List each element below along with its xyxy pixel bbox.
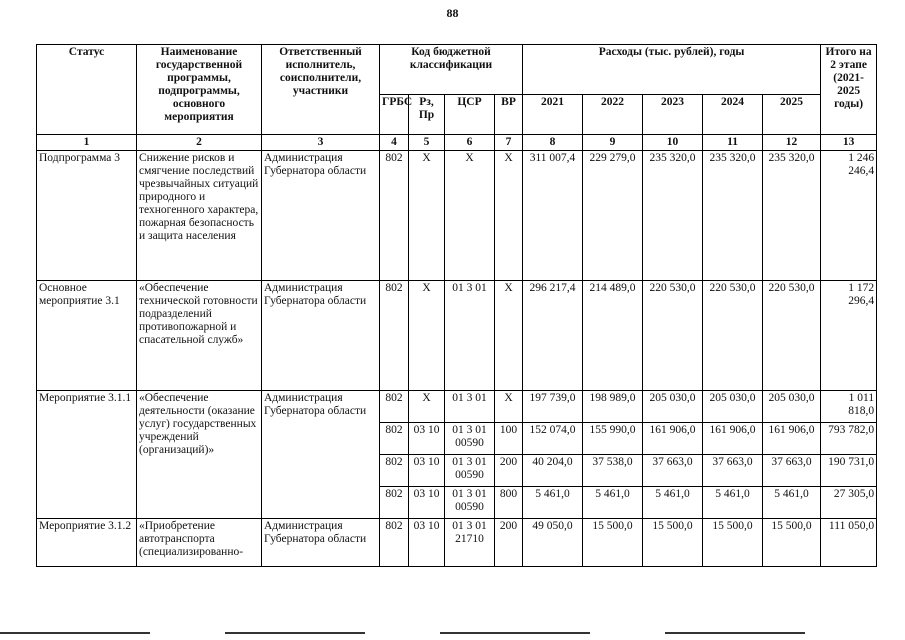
cell-total: 27 305,0 xyxy=(821,487,877,519)
cell-rzpr: 03 10 xyxy=(409,423,445,455)
cell-2023: 161 906,0 xyxy=(643,423,703,455)
cell-vr: 200 xyxy=(495,455,523,487)
cell-csr: Х xyxy=(445,151,495,281)
header-year-2025: 2025 xyxy=(763,95,821,135)
cell-2022: 229 279,0 xyxy=(583,151,643,281)
cell-2024: 235 320,0 xyxy=(703,151,763,281)
cell-2024: 37 663,0 xyxy=(703,455,763,487)
cell-grbs: 802 xyxy=(380,281,409,391)
cell-2025: 161 906,0 xyxy=(763,423,821,455)
cell-grbs: 802 xyxy=(380,151,409,281)
cell-rzpr: 03 10 xyxy=(409,455,445,487)
cell-2022: 155 990,0 xyxy=(583,423,643,455)
header-year-2023: 2023 xyxy=(643,95,703,135)
header-year-2022: 2022 xyxy=(583,95,643,135)
header-rzpr: Рз, Пр xyxy=(409,95,445,135)
cell-total: 1 246 246,4 xyxy=(821,151,877,281)
column-number: 7 xyxy=(495,135,523,151)
cell-2025: 235 320,0 xyxy=(763,151,821,281)
scan-bottom-edge xyxy=(0,632,905,634)
cell-2023: 5 461,0 xyxy=(643,487,703,519)
cell-rzpr: Х xyxy=(409,151,445,281)
header-grbs: ГРБС xyxy=(380,95,409,135)
cell-total: 190 731,0 xyxy=(821,455,877,487)
cell-2024: 5 461,0 xyxy=(703,487,763,519)
table-row xyxy=(37,519,877,567)
row-name: «Обеспечение технической готовности подразделений противопожарной и спасательной служб» xyxy=(137,281,262,391)
cell-2021: 49 050,0 xyxy=(523,519,583,567)
cell-csr: 01 3 01 00590 xyxy=(445,487,495,519)
column-number: 5 xyxy=(409,135,445,151)
cell-csr: 01 3 01 00590 xyxy=(445,455,495,487)
header-total: Итого на 2 этапе (2021-2025 годы) xyxy=(821,45,877,135)
cell-vr: Х xyxy=(495,391,523,423)
cell-grbs: 802 xyxy=(380,519,409,567)
cell-vr: 200 xyxy=(495,519,523,567)
cell-vr: 800 xyxy=(495,487,523,519)
table-body xyxy=(37,151,877,567)
table-row xyxy=(37,281,877,391)
column-number: 13 xyxy=(821,135,877,151)
column-number: 11 xyxy=(703,135,763,151)
column-number: 8 xyxy=(523,135,583,151)
cell-2021: 197 739,0 xyxy=(523,391,583,423)
cell-2022: 15 500,0 xyxy=(583,519,643,567)
page-number: 88 xyxy=(446,6,459,20)
header-expenses: Расходы (тыс. рублей), годы xyxy=(523,45,821,95)
cell-csr: 01 3 01 xyxy=(445,281,495,391)
cell-vr: Х xyxy=(495,151,523,281)
row-executor: Администрация Губернатора области xyxy=(262,519,380,567)
cell-2023: 220 530,0 xyxy=(643,281,703,391)
column-number: 6 xyxy=(445,135,495,151)
cell-2021: 296 217,4 xyxy=(523,281,583,391)
header-executor: Ответственный исполнитель, соисполнители, участники xyxy=(262,45,380,135)
cell-2025: 205 030,0 xyxy=(763,391,821,423)
row-status: Мероприятие 3.1.2 xyxy=(37,519,137,567)
cell-2024: 15 500,0 xyxy=(703,519,763,567)
cell-2023: 37 663,0 xyxy=(643,455,703,487)
cell-2024: 205 030,0 xyxy=(703,391,763,423)
row-name: «Приобретение автотранспорта (специализированно- xyxy=(137,519,262,567)
column-numbers-row xyxy=(37,135,877,151)
cell-2025: 220 530,0 xyxy=(763,281,821,391)
column-number: 3 xyxy=(262,135,380,151)
header-vr: ВР xyxy=(495,95,523,135)
cell-total: 793 782,0 xyxy=(821,423,877,455)
cell-rzpr: Х xyxy=(409,391,445,423)
header-csr: ЦСР xyxy=(445,95,495,135)
row-status: Подпрограмма 3 xyxy=(37,151,137,281)
cell-vr: Х xyxy=(495,281,523,391)
cell-csr: 01 3 01 00590 xyxy=(445,423,495,455)
column-number: 1 xyxy=(37,135,137,151)
row-executor: Администрация Губернатора области xyxy=(262,391,380,519)
table-row xyxy=(37,151,877,281)
header-year-2021: 2021 xyxy=(523,95,583,135)
row-name: «Обеспечение деятельности (оказание услуг) государственных учреждений (организаций)» xyxy=(137,391,262,519)
column-number: 9 xyxy=(583,135,643,151)
cell-2021: 5 461,0 xyxy=(523,487,583,519)
table-row xyxy=(37,391,877,423)
cell-2023: 235 320,0 xyxy=(643,151,703,281)
column-number: 2 xyxy=(137,135,262,151)
column-number: 10 xyxy=(643,135,703,151)
cell-2025: 37 663,0 xyxy=(763,455,821,487)
cell-total: 1 011 818,0 xyxy=(821,391,877,423)
cell-grbs: 802 xyxy=(380,487,409,519)
cell-2022: 5 461,0 xyxy=(583,487,643,519)
cell-2022: 214 489,0 xyxy=(583,281,643,391)
budget-table xyxy=(36,44,877,567)
cell-2025: 5 461,0 xyxy=(763,487,821,519)
column-number: 12 xyxy=(763,135,821,151)
row-executor: Администрация Губернатора области xyxy=(262,281,380,391)
cell-grbs: 802 xyxy=(380,455,409,487)
header-name: Наименование государственной программы, подпрограммы, основного мероприятия xyxy=(137,45,262,135)
cell-2021: 40 204,0 xyxy=(523,455,583,487)
cell-vr: 100 xyxy=(495,423,523,455)
cell-2022: 198 989,0 xyxy=(583,391,643,423)
cell-rzpr: Х xyxy=(409,281,445,391)
cell-total: 1 172 296,4 xyxy=(821,281,877,391)
cell-2024: 220 530,0 xyxy=(703,281,763,391)
cell-2023: 15 500,0 xyxy=(643,519,703,567)
cell-2024: 161 906,0 xyxy=(703,423,763,455)
table-header xyxy=(37,45,877,151)
cell-rzpr: 03 10 xyxy=(409,519,445,567)
cell-csr: 01 3 01 xyxy=(445,391,495,423)
cell-2022: 37 538,0 xyxy=(583,455,643,487)
cell-2023: 205 030,0 xyxy=(643,391,703,423)
column-number: 4 xyxy=(380,135,409,151)
row-executor: Администрация Губернатора области xyxy=(262,151,380,281)
header-year-2024: 2024 xyxy=(703,95,763,135)
row-status: Мероприятие 3.1.1 xyxy=(37,391,137,519)
cell-2021: 311 007,4 xyxy=(523,151,583,281)
cell-grbs: 802 xyxy=(380,391,409,423)
cell-rzpr: 03 10 xyxy=(409,487,445,519)
row-name: Снижение рисков и смягчение последствий чрезвычайных ситуаций природного и техногенного характера, пожарная безопасность и защита населения xyxy=(137,151,262,281)
cell-2021: 152 074,0 xyxy=(523,423,583,455)
cell-2025: 15 500,0 xyxy=(763,519,821,567)
cell-csr: 01 3 01 21710 xyxy=(445,519,495,567)
cell-grbs: 802 xyxy=(380,423,409,455)
header-status: Статус xyxy=(37,45,137,135)
cell-total: 111 050,0 xyxy=(821,519,877,567)
row-status: Основное мероприятие 3.1 xyxy=(37,281,137,391)
header-budget-code: Код бюджетной классификации xyxy=(380,45,523,95)
